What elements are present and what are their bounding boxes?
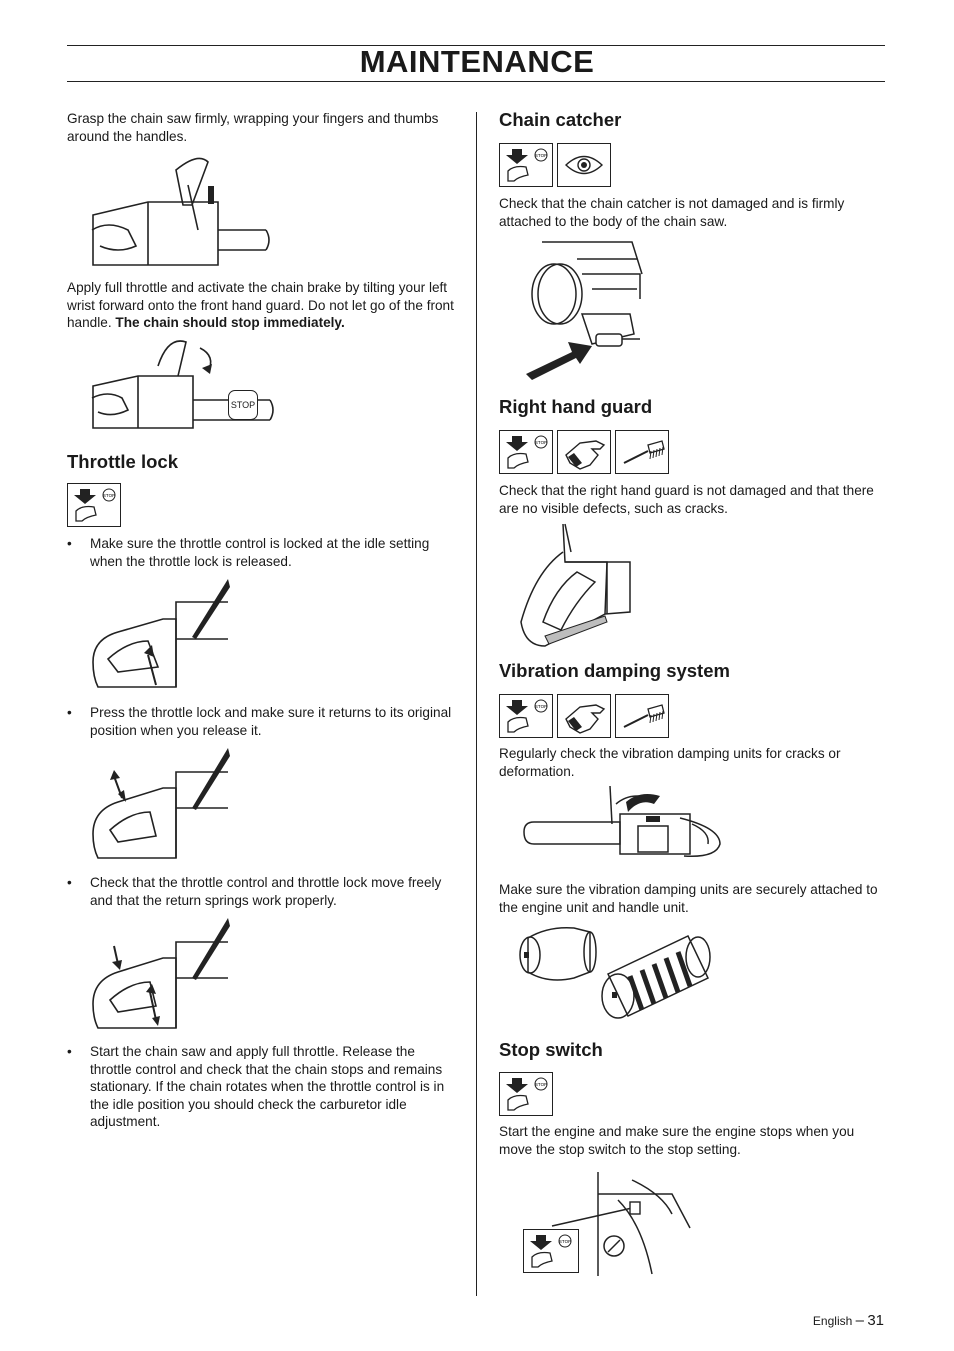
bullet-dot: •: [67, 536, 72, 551]
throttle-bullet-2: [67, 704, 457, 740]
stop-sign-icon: [228, 390, 258, 420]
throttle-lock-return-illustration: [88, 746, 233, 861]
stop-switch-illustration: [522, 1164, 692, 1276]
engine-off-stop-icon: [67, 483, 121, 527]
brake-paragraph: [67, 279, 457, 332]
vibration-damping-text-2: Make sure the vibration damping units are securely attached to the engine unit and handle unit.: [499, 882, 878, 915]
header-rule-bottom: [67, 81, 885, 82]
cleaning-brush-icon: [615, 694, 669, 738]
bullet-text: Start the chain saw and apply full throttle. Release the throttle control and check that the chain stops and remains stationary. If the chain rotates when the throttle control is in the idle position you should check the carburetor idle adjustment.: [90, 1044, 445, 1129]
damping-units-illustration: [518, 918, 723, 1028]
chain-catcher-illustration: [522, 234, 647, 384]
right-hand-guard-text: Check that the right hand guard is not damaged and that there are no visible defects, such as cracks.: [499, 483, 874, 516]
page-title: MAINTENANCE: [359, 44, 595, 79]
bullet-dot: •: [67, 705, 72, 720]
page-footer: [813, 1312, 884, 1329]
cleaning-brush-icon: [615, 430, 669, 474]
grasp-saw-illustration: [88, 150, 268, 270]
right-hand-guard-illustration: [515, 522, 635, 650]
vibration-saw-illustration: [520, 784, 725, 866]
right-hand-guard-heading: Right hand guard: [499, 396, 653, 417]
chain-catcher-text: Check that the chain catcher is not damaged and is firmly attached to the body of the chain saw.: [499, 196, 845, 229]
brake-text: Apply full throttle and activate the chain brake by tilting your left wrist forward onto the front hand guard. Do not let go of the front handle.: [67, 280, 454, 330]
bullet-dot: •: [67, 1044, 72, 1059]
column-divider: [476, 112, 477, 1296]
engine-off-stop-icon: [499, 1072, 553, 1116]
throttle-bullet-4: [67, 1043, 457, 1133]
throttle-bullet-1: [67, 535, 457, 571]
protective-glove-icon: [557, 694, 611, 738]
footer-language: English: [812, 1314, 853, 1328]
engine-off-stop-icon: [499, 694, 553, 738]
chain-catcher-heading: Chain catcher: [499, 109, 622, 130]
page-number: 31: [867, 1312, 884, 1329]
engine-off-stop-icon: [499, 430, 553, 474]
icon-stop-text: STOP: [534, 440, 548, 445]
icon-stop-text: STOP: [558, 1239, 572, 1244]
brake-warning: The chain should stop immediately.: [115, 315, 345, 330]
engine-off-stop-icon: [499, 143, 553, 187]
icon-stop-text: STOP: [534, 1082, 548, 1087]
stop-sign-label: STOP: [230, 400, 256, 410]
footer-dash: –: [855, 1312, 864, 1329]
icon-stop-text: STOP: [534, 153, 548, 158]
engine-off-stop-icon: [523, 1229, 579, 1273]
bullet-text: Make sure the throttle control is locked at the idle setting when the throttle lock is released.: [90, 536, 430, 569]
throttle-springs-illustration: [88, 916, 233, 1031]
chain-brake-illustration: [88, 336, 278, 431]
bullet-dot: •: [67, 875, 72, 890]
stop-switch-heading: Stop switch: [499, 1039, 603, 1060]
vibration-damping-heading: Vibration damping system: [499, 660, 730, 681]
protective-glove-icon: [557, 430, 611, 474]
throttle-lock-heading: Throttle lock: [67, 451, 179, 472]
vibration-damping-text-1: Regularly check the vibration damping units for cracks or deformation.: [499, 746, 841, 779]
throttle-idle-illustration: [88, 577, 233, 692]
bullet-text: Press the throttle lock and make sure it returns to its original position when you release it.: [90, 705, 452, 738]
icon-stop-text: STOP: [102, 493, 116, 498]
eye-inspect-icon: [557, 143, 611, 187]
icon-stop-text: STOP: [534, 704, 548, 709]
stop-switch-text: Start the engine and make sure the engine stops when you move the stop switch to the stop setting.: [499, 1124, 855, 1157]
throttle-bullet-3: [67, 874, 457, 910]
intro-paragraph: Grasp the chain saw firmly, wrapping your fingers and thumbs around the handles.: [67, 111, 439, 144]
bullet-text: Check that the throttle control and throttle lock move freely and that the return springs work properly.: [90, 875, 442, 908]
